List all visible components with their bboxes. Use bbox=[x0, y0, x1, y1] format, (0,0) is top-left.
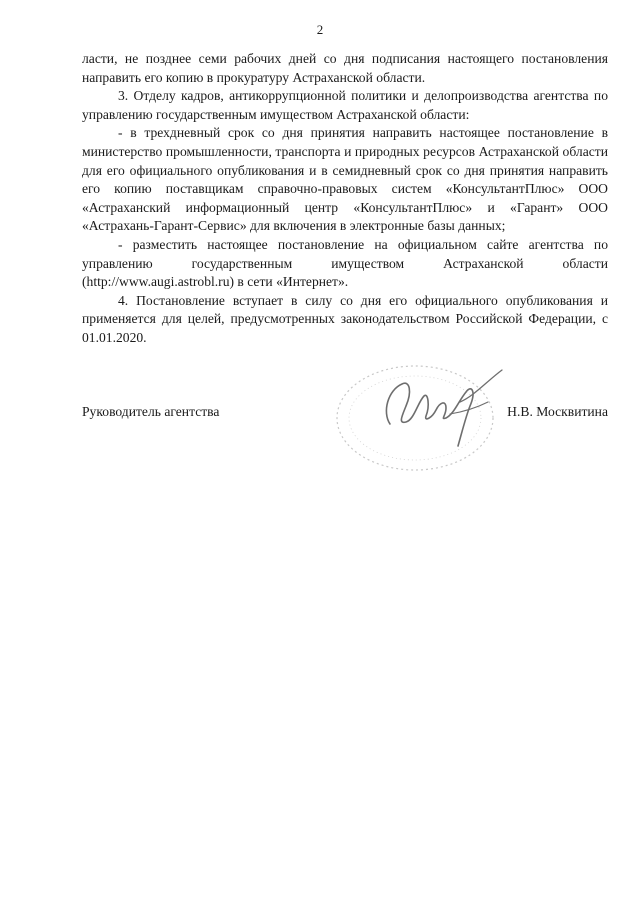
paragraph-3: - в трехдневный срок со дня принятия направить настоящее постановление в министерство промышленности, транспорта и природных ресурсов Астраханской области для его официального опубликования и в семидневный срок со дня принятия направить его копию поставщикам справочно-правовых систем «КонсультантПлюс» ООО «Астраханский информационный центр «КонсультантПлюс» и «Гарант» ООО «Астрахань-Гарант-Сервис» для включения в электронные базы данных; bbox=[82, 125, 608, 234]
signature-block bbox=[82, 404, 608, 426]
paragraph-5: 4. Постановление вступает в силу со дня его официального опубликования и применяется для целей, предусмотренных законодательством Российской Федерации, с 01.01.2020. bbox=[82, 292, 608, 345]
paragraph-4: - разместить настоящее постановление на официальном сайте агентства по управлению государственным имуществом Астраханской области (http://www.augi.astrobl.ru) в сети «Интернет». bbox=[82, 236, 608, 290]
document-body bbox=[82, 50, 608, 348]
signatory-position: Руководитель агентства bbox=[82, 404, 220, 419]
signatory-name: Н.В. Москвитина bbox=[507, 404, 608, 419]
paragraph-1: ласти, не позднее семи рабочих дней со дня подписания настоящего постановления направить его копию в прокуратуру Астраханской области. bbox=[82, 51, 608, 85]
page-number: 2 bbox=[316, 22, 324, 37]
paragraph-2: 3. Отделу кадров, антикоррупционной политики и делопроизводства агентства по управлению государственным имуществом Астраханской области: bbox=[82, 88, 608, 122]
